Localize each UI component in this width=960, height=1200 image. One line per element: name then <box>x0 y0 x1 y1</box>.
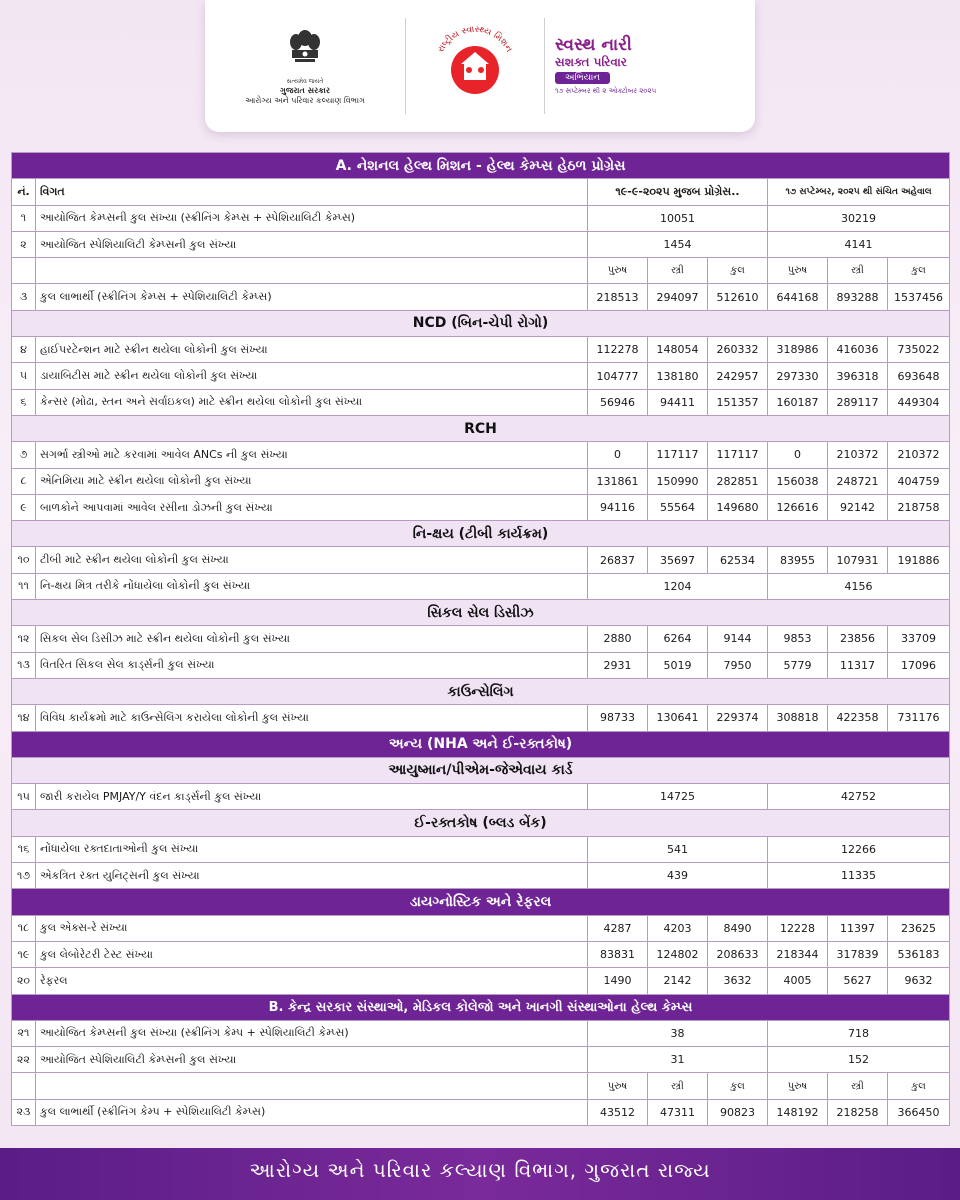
table-row: ૫ ડાયાબિટીસ માટે સ્ક્રીન થયેલા લોકોની કુલ સંખ્યા 104777 138180 242957 297330 396318 693648 <box>12 363 950 389</box>
progress-table-wrap <box>11 152 949 1126</box>
section-b-header: B. કેન્દ્ર સરકાર સંસ્થાઓ, મેડિકલ કોલેજો અને ખાનગી સંસ્થાઓના હેલ્થ કેમ્પ્સ <box>12 994 950 1020</box>
table-row: ૪ હાઈપરટેન્શન માટે સ્ક્રીન થયેલા લોકોની કુલ સંખ્યા 112278 148054 260332 318986 416036 735022 <box>12 337 950 363</box>
section-title: A. નેશનલ હેલ્થ મિશન - હેલ્થ કેમ્પ્સ હેઠળ પ્રોગ્રેસ <box>12 153 950 179</box>
ayushman-header: આયુષ્માન/પીએમ-જેએવાય કાર્ડ <box>12 757 950 783</box>
rch-header: RCH <box>12 415 950 441</box>
other-section-header: અન્ય (NHA અને ઈ-રક્તકોષ) <box>12 731 950 757</box>
table-row: ૩ કુલ લાભાર્થી (સ્ક્રીનિંગ કેમ્પ્સ + સ્પેશિયાલિટી કેમ્પ્સ) 218513 294097 512610 644168 893288 1537456 <box>12 284 950 310</box>
table-row: ૧૮ કુલ એક્સ-રે સંખ્યા 4287 4203 8490 12228 11397 23625 <box>12 915 950 941</box>
diagnostic-header: ડાયગ્નોસ્ટિક અને રેફરલ <box>12 889 950 915</box>
campaign-logo <box>545 0 755 132</box>
table-row: ૭ સગર્ભા સ્ત્રીઓ માટે કરવામાં આવેલ ANCs ની કુલ સંખ્યા 0 117117 117117 0 210372 210372 <box>12 442 950 468</box>
ncd-header: NCD (બિન-ચેપી રોગો) <box>12 310 950 336</box>
gender-header-row: પુરુષ સ્ત્રી કુલ પુરુષ સ્ત્રી કુલ <box>12 1073 950 1099</box>
column-header-row <box>12 179 950 205</box>
gujarat-govt-logo <box>205 0 405 132</box>
table-row: ૮ એનિમિયા માટે સ્ક્રીન થયેલા લોકોની કુલ સંખ્યા 131861 150990 282851 156038 248721 404759 <box>12 468 950 494</box>
table-row: ૧૯ કુલ લેબોરેટરી ટેસ્ટ સંખ્યા 83831 124802 208633 218344 317839 536183 <box>12 941 950 967</box>
table-row: ૧૭ એકત્રિત રક્ત યુનિટ્સની કુલ સંખ્યા 439 11335 <box>12 863 950 889</box>
campaign-badge: અભિયાન <box>555 72 610 84</box>
campaign-subtitle: સશક્ત પરિવાર <box>555 54 627 69</box>
col-cumulative: ૧૭ સપ્ટેમ્બર, ૨૦૨૫ થી સંચિત અહેવાલ <box>768 179 950 205</box>
section-a-header <box>12 153 950 179</box>
table-row: ૬ કેન્સર (મોઢા, સ્તન અને સર્વાઇકલ) માટે સ્ક્રીન થયેલા લોકોની કુલ સંખ્યા 56946 94411 151357 160187 289117 449304 <box>12 389 950 415</box>
table-row: ૨૩ કુલ લાભાર્થી (સ્ક્રીનિંગ કેમ્પ + સ્પેશિયાલિટી કેમ્પ્સ) 43512 47311 90823 148192 218258 366450 <box>12 1099 950 1125</box>
table-row: ૧૧ નિ-ક્ષય મિત્ર તરીકે નોંધાયેલા લોકોની કુલ સંખ્યા 1204 4156 <box>12 573 950 599</box>
campaign-title: સ્વસ્થ નારી <box>555 35 632 56</box>
counselling-header: કાઉન્સેલિંગ <box>12 678 950 704</box>
header-card <box>205 0 755 132</box>
progress-table <box>11 152 950 1126</box>
gov-name: ગુજરાત સરકાર <box>280 86 330 95</box>
nhm-logo <box>405 18 545 114</box>
campaign-dates: ૧૭ સપ્ટેમ્બર થી ૨ ઓક્ટોબર ૨૦૨૫ <box>555 86 657 95</box>
table-row: ૧૩ વિતરિત સિકલ સેલ કાર્ડ્સની કુલ સંખ્યા 2931 5019 7950 5779 11317 17096 <box>12 652 950 678</box>
table-row: ૧૬ નોંધાયેલા રક્તદાતાઓની કુલ સંખ્યા 541 12266 <box>12 836 950 862</box>
nhm-ring-text: રાષ્ટ્રીય સ્વાસ્થ્ય મિશન <box>436 24 514 55</box>
table-row: ૨૦ રેફરલ 1490 2142 3632 4005 5627 9632 <box>12 968 950 994</box>
col-no: નં. <box>12 179 36 205</box>
gender-header-row: પુરુષ સ્ત્રી કુલ પુરુષ સ્ત્રી કુલ <box>12 258 950 284</box>
sickle-header: સિકલ સેલ ડિસીઝ <box>12 600 950 626</box>
tb-header: નિ-ક્ષય (ટીબી કાર્યક્રમ) <box>12 521 950 547</box>
table-row: ૨૧ આયોજિત કેમ્પ્સની કુલ સંખ્યા (સ્ક્રીનિંગ કેમ્પ + સ્પેશિયાલિટી કેમ્પ્સ) 38 718 <box>12 1020 950 1046</box>
emblem-icon <box>286 26 324 76</box>
table-row: ૧૨ સિકલ સેલ ડિસીઝ માટે સ્ક્રીન થયેલા લોકોની કુલ સંખ્યા 2880 6264 9144 9853 23856 33709 <box>12 626 950 652</box>
table-row: ૯ બાળકોને આપવામાં આવેલ રસીના ડોઝની કુલ સંખ્યા 94116 55564 149680 126616 92142 218758 <box>12 494 950 520</box>
table-row: ૧૫ જારી કરાયેલ PMJAY/Y વંદન કાર્ડ્સની કુલ સંખ્યા 14725 42752 <box>12 784 950 810</box>
table-row: ૨૨ આયોજિત સ્પેશિયાલિટી કેમ્પ્સની કુલ સંખ્યા 31 152 <box>12 1047 950 1073</box>
blood-bank-header: ઈ-રક્તકોષ (બ્લડ બેંક) <box>12 810 950 836</box>
table-row: ૧ આયોજિત કેમ્પ્સની કુલ સંખ્યા (સ્ક્રીનિંગ કેમ્પ્સ + સ્પેશિયાલિટી કેમ્પ્સ) 10051 30219 <box>12 205 950 231</box>
gov-department: આરોગ્ય અને પરિવાર કલ્યાણ વિભાગ <box>245 96 365 105</box>
table-row: ૧૦ ટીબી માટે સ્ક્રીન થયેલા લોકોની કુલ સંખ્યા 26837 35697 62534 83955 107931 191886 <box>12 547 950 573</box>
col-progress: ૧૯-૯-૨૦૨૫ મુજબ પ્રોગ્રેસ.. <box>588 179 768 205</box>
table-row: ૧૪ વિવિધ કાર્યક્રમો માટે કાઉન્સેલિંગ કરાયેલા લોકોની કુલ સંખ્યા 98733 130641 229374 308818 422358 731176 <box>12 705 950 731</box>
table-row: ૨ આયોજિત સ્પેશિયાલિટી કેમ્પ્સની કુલ સંખ્યા 1454 4141 <box>12 231 950 257</box>
footer-banner: આરોગ્ય અને પરિવાર કલ્યાણ વિભાગ, ગુજરાત રાજ્ય <box>0 1148 960 1200</box>
col-detail: વિગત <box>36 179 588 205</box>
nhm-emblem-icon <box>425 18 525 114</box>
gov-motto: સત્યમેવ જયતે <box>286 78 324 85</box>
